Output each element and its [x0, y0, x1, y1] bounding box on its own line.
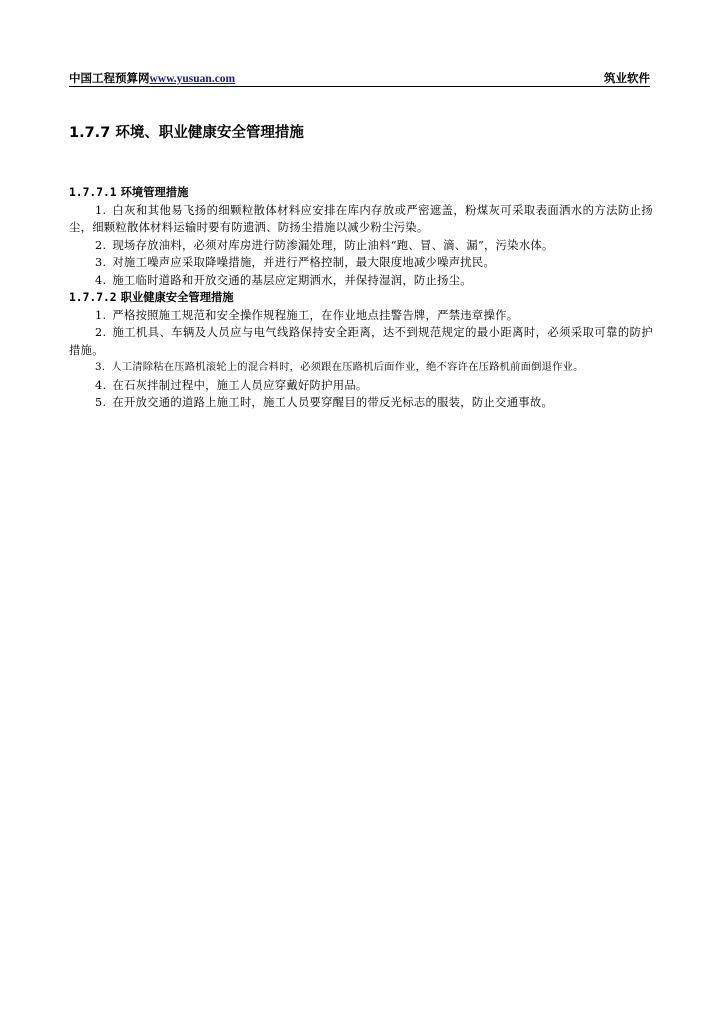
list-item-text: 现场存放油料，必须对库房进行防渗漏处理，防止油料“跑、冒、滴、漏”，污染水体。 [112, 238, 554, 252]
list-item-number: 2. [95, 326, 107, 339]
list-item-number: 3. [95, 256, 107, 269]
header-right-text: 筑业软件 [604, 71, 650, 85]
list-item-text: 施工机具、车辆及人员应与电气线路保持安全距离，达不到规范规定的最小距离时，必须采取可靠的防护措施。 [69, 326, 653, 357]
subsection-number: 1.7.7.1 [69, 186, 117, 199]
list-item-number: 4. [95, 273, 107, 287]
document-body [69, 184, 653, 412]
list-item [69, 359, 653, 377]
subsection-number: 1.7.7.2 [69, 291, 117, 304]
section-title: 1.7.7 环境、职业健康安全管理措施 [69, 125, 304, 141]
list-item-number: 4. [95, 378, 107, 392]
list-item [69, 377, 653, 395]
list-item-text: 人工清除粘在压路机滚轮上的混合料时，必须跟在压路机后面作业，绝不容许在压路机前面倒退作业。 [111, 361, 584, 373]
list-item [69, 237, 653, 255]
header-site [69, 70, 235, 87]
list-item-text: 在开放交通的道路上施工时，施工人员要穿醒目的带反光标志的服装，防止交通事故。 [112, 396, 554, 409]
list-item-number: 3. [95, 361, 106, 373]
page-header [69, 70, 650, 87]
list-item-number: 1. [95, 308, 107, 322]
list-item [69, 254, 653, 272]
list-item-text: 严格按照施工规范和安全操作规程施工，在作业地点挂警告牌，严禁违章操作。 [112, 308, 519, 322]
list-item [69, 272, 653, 290]
list-item-number: 1. [95, 203, 107, 217]
list-item-text: 白灰和其他易飞扬的细颗粒散体材料应安排在库内存放或严密遮盖，粉煤灰可采取表面洒水的方法防止扬尘，细颗粒散体材料运输时要有防遗洒、防扬尘措施以减少粉尘污染。 [69, 203, 653, 234]
list-item-text: 对施工噪声应采取降噪措施，并进行严格控制，最大限度地减少噪声扰民。 [112, 256, 496, 269]
subsection-heading-text: 环境管理措施 [120, 186, 189, 199]
list-item [69, 394, 653, 412]
list-item [69, 202, 653, 237]
list-item-number: 2. [95, 238, 107, 252]
list-item-text: 在石灰拌制过程中，施工人员应穿戴好防护用品。 [112, 378, 368, 392]
subsection-heading-safety [69, 289, 653, 307]
list-item-text: 施工临时道路和开放交通的基层应定期洒水，并保持湿润，防止扬尘。 [112, 273, 472, 287]
header-site-link[interactable]: www.yusuan.com [149, 73, 236, 85]
subsection-heading-text: 职业健康安全管理措施 [120, 291, 234, 304]
list-item-number: 5. [95, 396, 107, 409]
header-site-name: 中国工程预算网 [69, 71, 150, 85]
subsection-heading-environment [69, 184, 653, 202]
list-item [69, 324, 653, 359]
list-item [69, 307, 653, 325]
